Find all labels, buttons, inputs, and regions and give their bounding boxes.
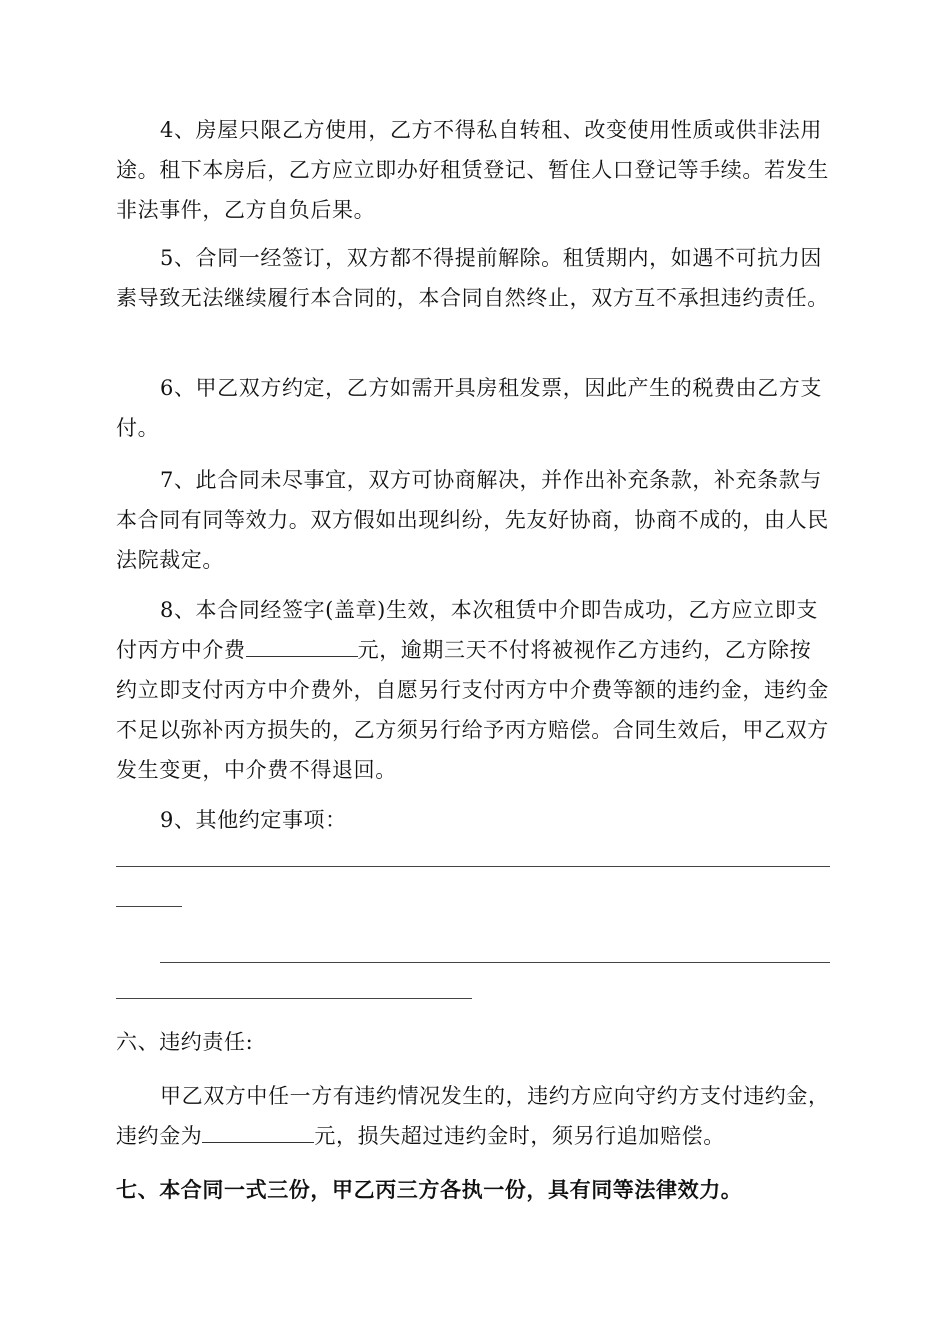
fill-line-1b	[116, 906, 182, 907]
clause-8	[116, 590, 832, 790]
clause-9: 9、其他约定事项：	[160, 808, 347, 832]
section-6-body	[116, 1076, 832, 1156]
clause-7: 7、此合同未尽事宜，双方可协商解决，并作出补充条款，补充条款与本合同有同等效力。双方假如出现纠纷，先友好协商，协商不成的，由人民法院裁定。	[116, 468, 829, 572]
section-7: 七、本合同一式三份，甲乙丙三方各执一份，具有同等法律效力。	[116, 1177, 743, 1202]
fill-line-1a	[116, 866, 830, 867]
clause-8-after: 元，逾期三天不付将被视作乙方违约，乙方除按约立即支付丙方中介费外，自愿另行支付丙方中介费等额的违约金，违约金不足以弥补丙方损失的，乙方须另行给予丙方赔偿。合同生效后，甲乙双方发生变更，中介费不得退回。	[116, 638, 829, 782]
section-6-heading: 六、违约责任:	[116, 1030, 254, 1054]
penalty-blank	[202, 1118, 314, 1143]
fill-line-2b	[116, 998, 472, 999]
fill-line-2a	[160, 962, 830, 963]
clause-8-before: 8、本合同经签字(盖章)生效，本次租赁中介即告成功，乙方应立即支付丙方中介费	[116, 598, 818, 662]
clause-5: 5、合同一经签订，双方都不得提前解除。租赁期内，如遇不可抗力因素导致无法继续履行本合同的，本合同自然终止，双方互不承担违约责任。	[116, 246, 829, 310]
agency-fee-blank	[246, 632, 358, 657]
clause-6: 6、甲乙双方约定，乙方如需开具房租发票，因此产生的税费由乙方支付。	[116, 376, 822, 440]
section-6-after: 元，损失超过违约金时，须另行追加赔偿。	[314, 1124, 725, 1148]
clause-4: 4、房屋只限乙方使用，乙方不得私自转租、改变使用性质或供非法用途。租下本房后，乙方应立即办好租赁登记、暂住人口登记等手续。若发生非法事件，乙方自负后果。	[116, 118, 829, 222]
section-6-before: 甲乙双方中任一方有违约情况发生的，违约方应向守约方支付违约金，违约金为	[116, 1084, 830, 1148]
